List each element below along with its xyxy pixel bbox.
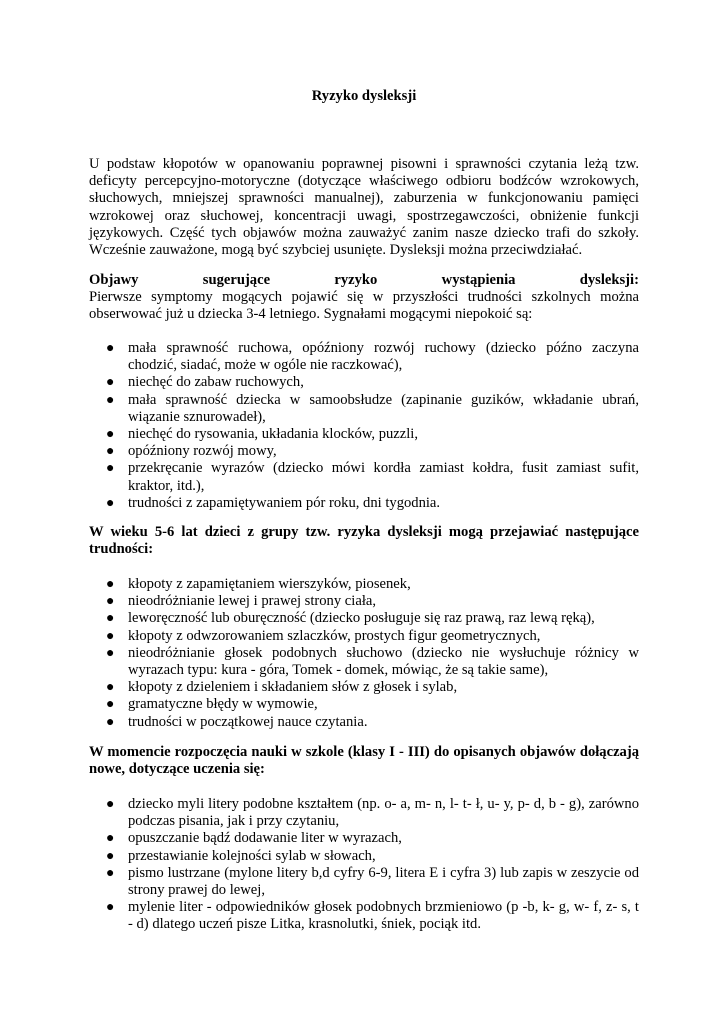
bullet-icon: ● bbox=[106, 495, 115, 511]
bullet-icon: ● bbox=[106, 865, 115, 881]
heading-word: wystąpienia bbox=[441, 272, 516, 288]
section3-list bbox=[89, 796, 639, 934]
page-title: Ryzyko dysleksji bbox=[311, 88, 417, 104]
list-item: ● kłopoty z odwzorowaniem szlaczków, prostych figur geometrycznych, bbox=[106, 627, 541, 644]
bullet-icon: ● bbox=[106, 714, 115, 730]
list-item: ● mała sprawność dziecka w samoobsłudze (zapinanie guzików, wkładanie ubrań, wiązanie sznurowadeł), bbox=[106, 391, 639, 425]
section2-heading: W wieku 5-6 lat dzieci z grupy tzw. ryzyka dysleksji mogą przejawiać następujące trudności: bbox=[89, 524, 639, 558]
list-item: ● mylenie liter - odpowiedników głosek podobnych brzmieniowo (p -b, k- g, w- f, z- s, t - d) dlatego uczeń pisze Litka, krasnolutki, śniek, pociąk itd. bbox=[106, 899, 639, 933]
list-item: ● trudności w początkowej nauce czytania. bbox=[106, 713, 368, 730]
bullet-icon: ● bbox=[106, 900, 115, 916]
list-item: ● mała sprawność ruchowa, opóźniony rozwój ruchowy (dziecko późno zaczyna chodzić, siadać, może w ogóle nie raczkować), bbox=[106, 340, 639, 374]
list-item: ● trudności z zapamiętywaniem pór roku, dni tygodnia. bbox=[106, 494, 441, 511]
heading-word: Objawy bbox=[89, 272, 139, 288]
list-item: ● nieodróżnianie głosek podobnych słuchowo (dziecko nie wysłuchuje różnicy w wyrazach typu: kura - góra, Tomek - domek, mówiąc, że są takie same), bbox=[106, 644, 639, 679]
section3-heading: W momencie rozpoczęcia nauki w szkole (klasy I - III) do opisanych objawów dołączają nowe, dotyczące uczenia się: bbox=[89, 744, 639, 778]
list-item: ● kłopoty z zapamiętaniem wierszyków, piosenek, bbox=[106, 576, 411, 592]
list-item: ● gramatyczne błędy w wymowie, bbox=[106, 696, 318, 713]
bullet-icon: ● bbox=[106, 577, 115, 592]
bullet-icon: ● bbox=[106, 645, 115, 661]
section1-block bbox=[89, 272, 639, 324]
section1-intro-text: Pierwsze symptomy mogących pojawić się w przyszłości trudności szkolnych można obserwować już u dziecka 3-4 letniego. Sygnałami mogącymi niepokoić są: bbox=[89, 289, 639, 323]
bullet-icon: ● bbox=[106, 831, 115, 847]
bullet-icon: ● bbox=[106, 375, 115, 391]
list-item: ● pismo lustrzane (mylone litery b,d cyfry 6-9, litera E i cyfra 3) lub zapis w zeszycie od strony prawej do lewej, bbox=[106, 864, 639, 899]
bullet-icon: ● bbox=[106, 611, 115, 627]
list-item: ● niechęć do rysowania, układania klocków, puzzli, bbox=[106, 426, 419, 443]
bullet-icon: ● bbox=[106, 848, 115, 864]
section1-heading bbox=[89, 272, 639, 289]
bullet-icon: ● bbox=[106, 697, 115, 713]
list-item: ● dziecko myli litery podobne kształtem (np. o- a, m- n, l- t- ł, u- y, p- d, b - g), zarówno podczas pisania, jak i przy czytaniu, bbox=[106, 796, 639, 830]
bullet-icon: ● bbox=[106, 341, 115, 356]
list-item: ● leworęczność lub oburęczność (dziecko posługuje się raz prawą, raz lewą ręką), bbox=[106, 610, 595, 627]
list-item: ● niechęć do zabaw ruchowych, bbox=[106, 374, 304, 391]
bullet-icon: ● bbox=[106, 427, 115, 443]
list-item: ● opuszczanie bądź dodawanie liter w wyrazach, bbox=[106, 830, 402, 847]
section2-list bbox=[89, 576, 639, 731]
list-item: ● kłopoty z dzieleniem i składaniem słów z głosek i sylab, bbox=[106, 679, 458, 696]
list-item: ● przekręcanie wyrazów (dziecko mówi kordła zamiast kołdra, fusit zamiast sufit, kraktor, itd.), bbox=[106, 460, 639, 494]
bullet-icon: ● bbox=[106, 797, 115, 812]
heading-word: sugerujące bbox=[202, 272, 271, 288]
bullet-icon: ● bbox=[106, 594, 115, 610]
heading-word: dysleksji: bbox=[579, 272, 639, 288]
list-item: ● przestawianie kolejności sylab w słowach, bbox=[106, 847, 376, 864]
bullet-icon: ● bbox=[106, 628, 115, 644]
list-item: ● nieodróżnianie lewej i prawej strony ciała, bbox=[106, 593, 376, 610]
list-item: ● opóźniony rozwój mowy, bbox=[106, 443, 277, 460]
intro-paragraph: U podstaw kłopotów w opanowaniu poprawnej pisowni i sprawności czytania leżą tzw. deficyty percepcyjno-motoryczne (dotyczące właściwego odbioru bodźców wzrokowych, słuchowych, mniejszej sprawności manualnej), zaburzenia w funkcjonowaniu pamięci wzrokowej oraz słuchowej, koncentracji uwagi, spostrzegawczości, obniżenie funkcji językowych. Część tych objawów można zauważyć zanim nasze dziecko trafi do szkoły. Wcześnie zauważone, mogą być szybciej usunięte. Dysleksji można przeciwdziałać. bbox=[89, 156, 639, 259]
bullet-icon: ● bbox=[106, 392, 115, 408]
bullet-icon: ● bbox=[106, 444, 115, 460]
bullet-icon: ● bbox=[106, 680, 115, 696]
bullet-icon: ● bbox=[106, 461, 115, 477]
section1-list bbox=[89, 340, 639, 512]
heading-word: ryzyko bbox=[334, 272, 378, 288]
